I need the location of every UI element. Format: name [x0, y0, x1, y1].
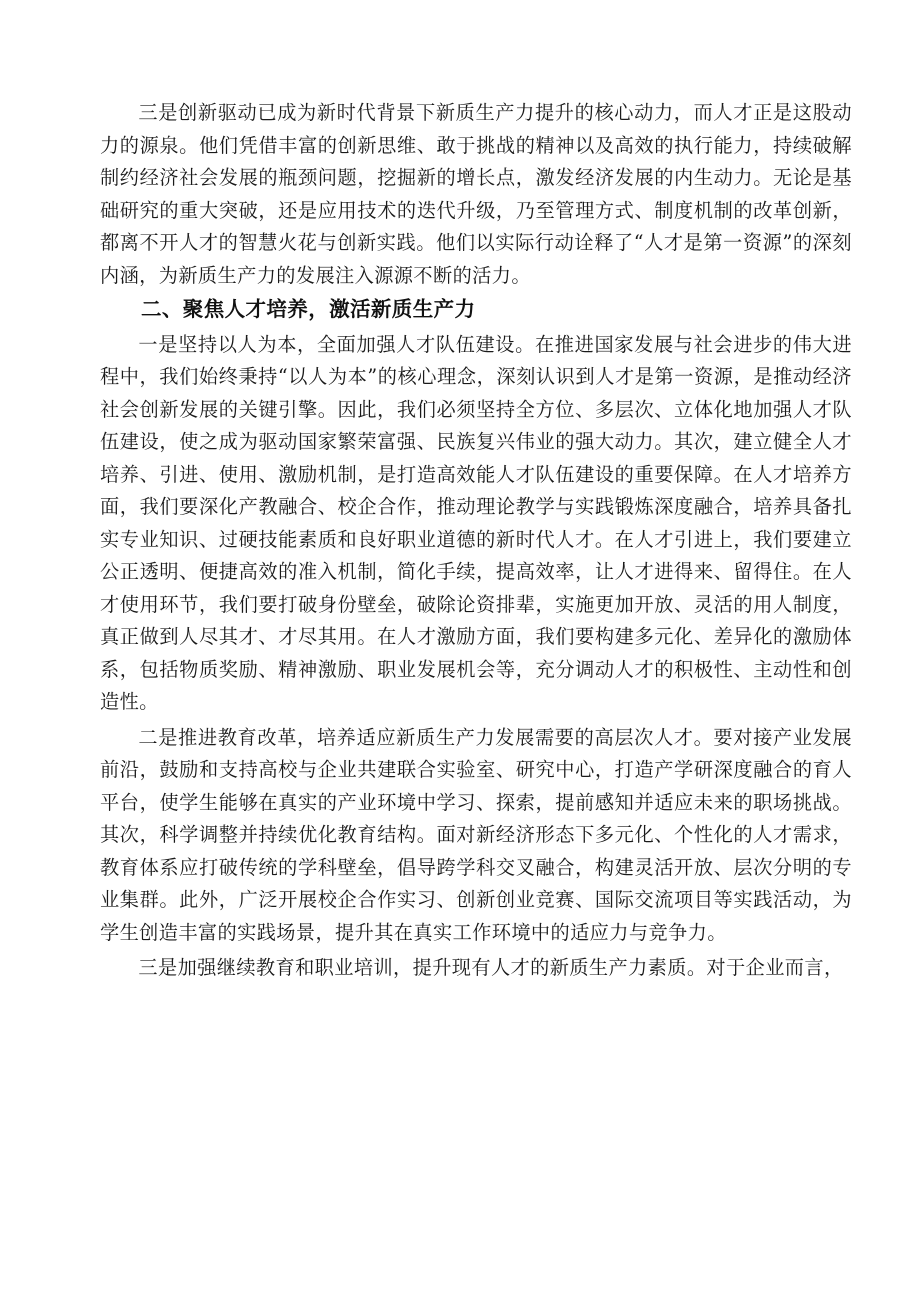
- paragraph-innovation-driver: 三是创新驱动已成为新时代背景下新质生产力提升的核心动力，而人才正是这股动力的源泉。他们凭借丰富的创新思维、敢于挑战的精神以及高效的执行能力，持续破解制约经济社会发展的瓶颈问题，挖掘新的增长点，激发经济发展的内生动力。无论是基础研究的重大突破，还是应用技术的迭代升级，乃至管理方式、制度机制的改革创新，都离不开人才的智慧火花与创新实践。他们以实际行动诠释了“人才是第一资源”的深刻内涵，为新质生产力的发展注入源源不断的活力。: [100, 101, 852, 287]
- paragraph-people-oriented: 一是坚持以人为本，全面加强人才队伍建设。在推进国家发展与社会进步的伟大进程中，我们始终秉持“以人为本”的核心理念，深刻认识到人才是第一资源，是推动经济社会创新发展的关键引擎。因此，我们必须坚持全方位、多层次、立体化地加强人才队伍建设，使之成为驱动国家繁荣富强、民族复兴伟业的强大动力。其次，建立健全人才培养、引进、使用、激励机制，是打造高效能人才队伍建设的重要保障。在人才培养方面，我们要深化产教融合、校企合作，推动理论教学与实践锻炼深度融合，培养具备扎实专业知识、过硬技能素质和良好职业道德的新时代人才。在人才引进上，我们要建立公正透明、便捷高效的准入机制，简化手续，提高效率，让人才进得来、留得住。在人才使用环节，我们要打破身份壁垒，破除论资排辈，实施更加开放、灵活的用人制度，真正做到人尽其才、才尽其用。在人才激励方面，我们要构建多元化、差异化的激励体系，包括物质奖励、精神激励、职业发展机会等，充分调动人才的积极性、主动性和创造性。: [100, 332, 852, 713]
- paragraph-education-reform: 二是推进教育改革，培养适应新质生产力发展需要的高层次人才。要对接产业发展前沿，鼓励和支持高校与企业共建联合实验室、研究中心，打造产学研深度融合的育人平台，使学生能够在真实的产业环境中学习、探索，提前感知并适应未来的职场挑战。其次，科学调整并持续优化教育结构。面对新经济形态下多元化、个性化的人才需求，教育体系应打破传统的学科壁垒，倡导跨学科交叉融合，构建灵活开放、层次分明的专业集群。此外，广泛开展校企合作实习、创新创业竞赛、国际交流项目等实践活动，为学生创造丰富的实践场景，提升其在真实工作环境中的适应力与竞争力。: [100, 725, 852, 944]
- paragraph-continuing-education: 三是加强继续教育和职业培训，提升现有人才的新质生产力素质。对于企业而言，: [138, 956, 844, 979]
- section-heading: 二、聚焦人才培养，激活新质生产力: [141, 297, 476, 321]
